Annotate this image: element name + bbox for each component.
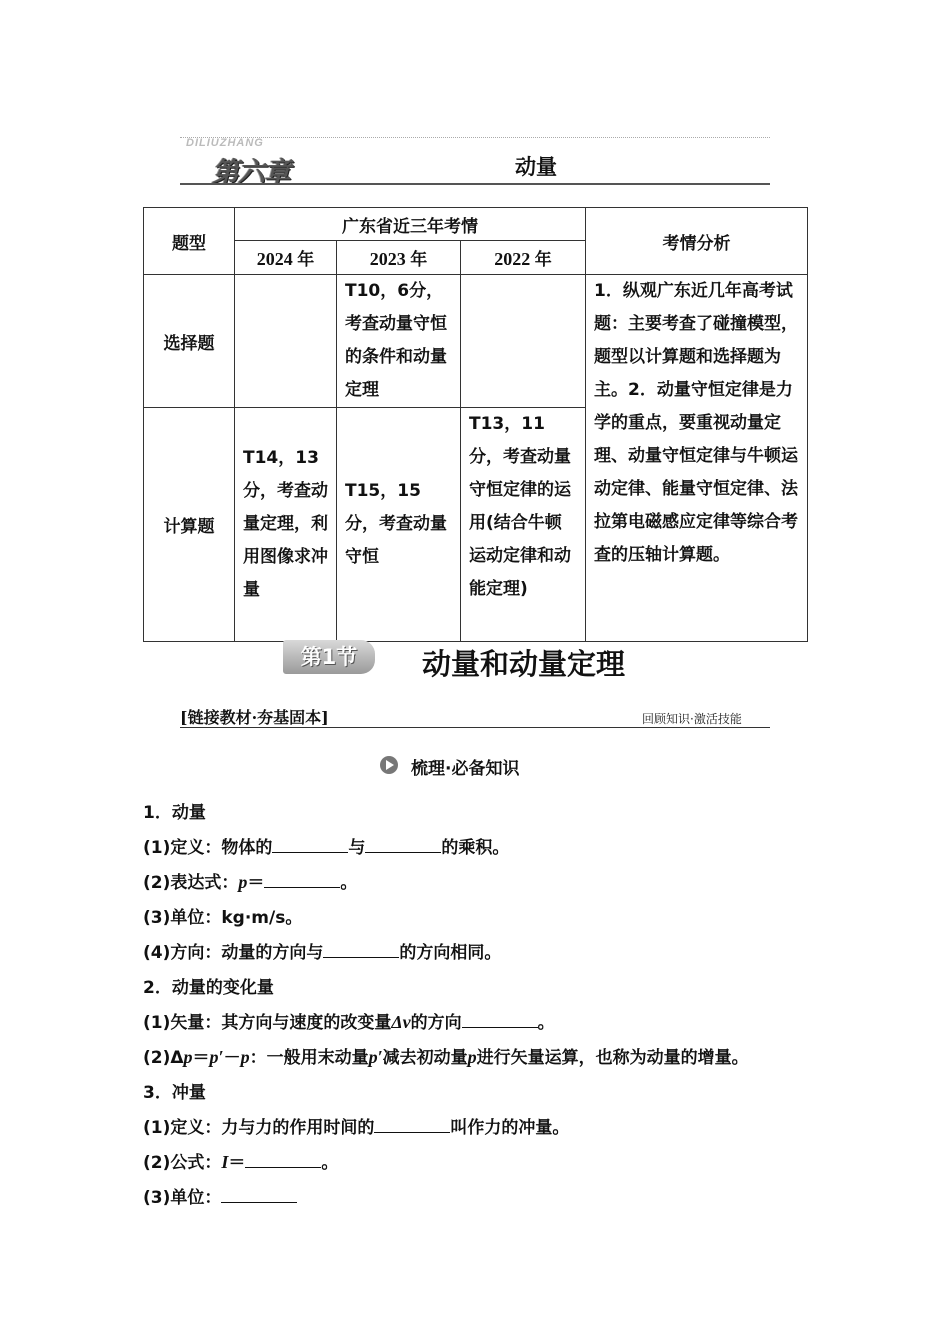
year-2022: 2022 年 (461, 241, 586, 275)
line-delta-p: (2)Δp＝p′－p：一般用末动量p′减去初动量p进行矢量运算，也称为动量的增量。 (143, 1047, 749, 1068)
fill-blank[interactable] (264, 873, 340, 888)
row-type-choice: 选择题 (144, 275, 235, 408)
header-analysis: 考情分析 (586, 208, 808, 275)
year-2023: 2023 年 (337, 241, 461, 275)
line-momentum-unit: (3)单位：kg·m/s。 (143, 908, 303, 928)
line-impulse-definition: (1)定义：力与力的作用时间的 叫作力的冲量。 (143, 1118, 570, 1138)
chapter-title: 动量 (515, 155, 557, 179)
section-title: 动量和动量定理 (422, 647, 626, 681)
cell-choice-2022 (461, 275, 586, 408)
exam-table (143, 207, 808, 642)
line-momentum-expression: (2)表达式：p＝ 。 (143, 872, 358, 893)
cell-calc-2023: T15，15分，考查动量守恒 (337, 408, 461, 642)
line-impulse-unit: (3)单位： (143, 1183, 297, 1208)
row-type-calc: 计算题 (144, 408, 235, 642)
chapter-bottom-rule (180, 183, 770, 185)
fill-blank[interactable] (221, 1188, 297, 1203)
fill-blank[interactable] (323, 943, 399, 958)
cell-calc-2024: T14，13分，考查动量定理，利用图像求冲量 (235, 408, 337, 642)
line-impulse-formula: (2)公式：I＝ 。 (143, 1152, 339, 1173)
chapter-top-rule (180, 137, 770, 138)
year-2024: 2024 年 (235, 241, 337, 275)
link-rule (180, 727, 770, 728)
link-review-label: 回顾知识·激活技能 (642, 712, 742, 726)
header-type: 题型 (144, 208, 235, 275)
cell-choice-2024 (235, 275, 337, 408)
line-momentum-direction: (4)方向：动量的方向与 的方向相同。 (143, 943, 502, 963)
fill-blank[interactable] (272, 838, 348, 853)
header-group: 广东省近三年考情 (235, 208, 586, 241)
analysis-cell: 1．纵观广东近几年高考试题：主要考查了碰撞模型，题型以计算题和选择题为主。2．动量守恒定律是力学的重点，要重视动量定理、动量守恒定律与牛顿运动定律、能量守恒定律、法拉第电磁感应定律等综合考查的压轴计算题。 (586, 275, 808, 642)
line-momentum-definition: (1)定义：物体的 与 的乘积。 (143, 838, 510, 858)
link-textbook-label: [链接教材·夯基固本] (180, 708, 329, 727)
line-vector: (1)矢量：其方向与速度的改变量Δv的方向 。 (143, 1012, 555, 1033)
heading-momentum-change: 2．动量的变化量 (143, 978, 274, 998)
chapter-pinyin: DILIUZHANG (186, 137, 264, 149)
heading-impulse: 3．冲量 (143, 1083, 206, 1103)
play-circle-icon (380, 756, 398, 774)
section-badge: 第1节 (283, 640, 375, 674)
chapter-label: 第六章 (212, 157, 290, 188)
fill-blank[interactable] (462, 1013, 538, 1028)
fill-blank[interactable] (245, 1153, 321, 1168)
fill-blank[interactable] (374, 1118, 450, 1133)
cell-calc-2022: T13，11分，考查动量守恒定律的运用(结合牛顿运动定律和动能定理) (461, 408, 586, 642)
fill-blank[interactable] (365, 838, 441, 853)
cell-choice-2023: T10，6分，考查动量守恒的条件和动量定理 (337, 275, 461, 408)
heading-momentum: 1．动量 (143, 803, 206, 823)
sort-title: 梳理·必备知识 (411, 759, 520, 779)
